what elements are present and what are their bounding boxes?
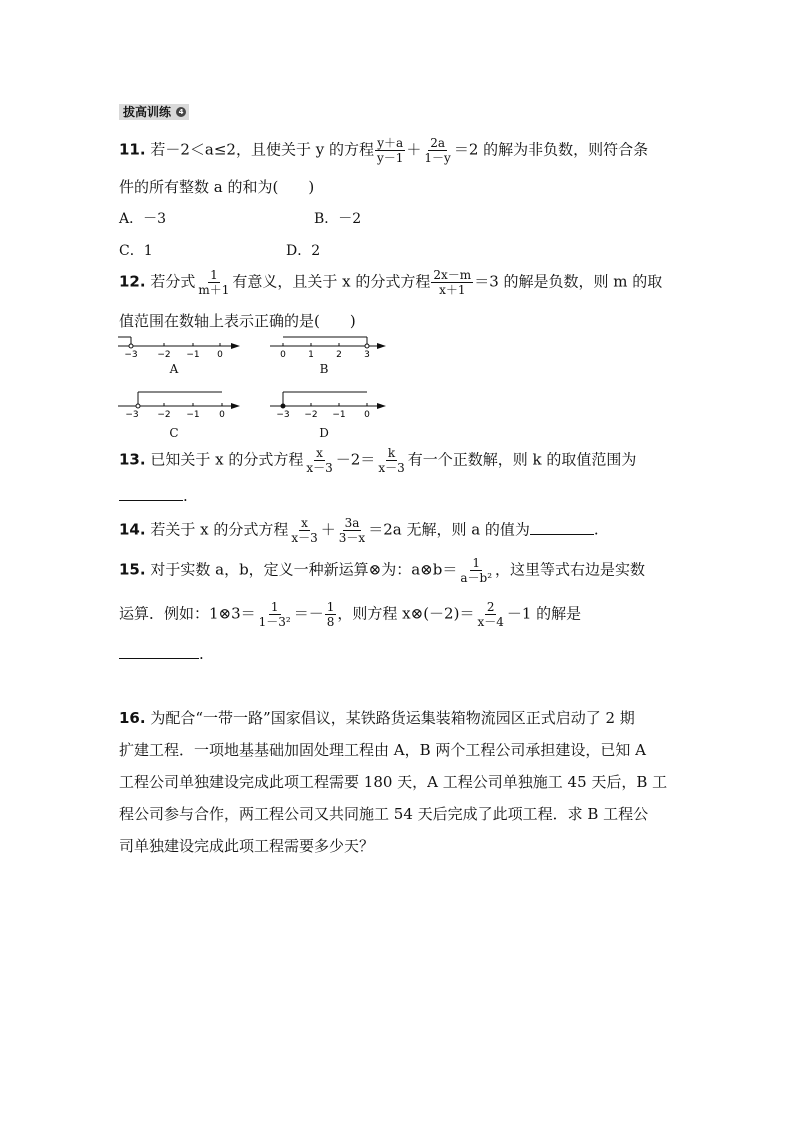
tick-label: −2	[157, 350, 171, 360]
question-16-line-2: 扩建工程．一项地基基础加固处理工程由 A，B 两个工程公司承担建设，已知 A	[119, 741, 646, 759]
tick-label: 0	[219, 410, 225, 418]
fraction: $\frac{3a}{3-x}$	[338, 516, 366, 545]
tick-label: 2	[336, 350, 342, 360]
question-text: ，这里等式右边是实数	[495, 560, 646, 579]
arrow-icon	[231, 343, 240, 349]
question-text: 若关于 x 的分式方程	[150, 520, 289, 539]
question-number: 16.	[119, 709, 146, 727]
tick-label: −1	[186, 410, 200, 418]
fraction: $\frac{2a}{1-y}$	[424, 136, 451, 165]
fraction: $\frac{x}{x-3}$	[291, 516, 318, 545]
fraction: $\frac{1}{\text{a－b²}}$	[460, 556, 493, 585]
tick-label: 1	[308, 350, 314, 360]
question-16-line-3: 工程公司单独建设完成此项工程需要 180 天，A 工程公司单独施工 45 天后，B 工	[119, 773, 668, 791]
answer-blank[interactable]	[119, 486, 183, 501]
fraction: $\frac{1}{\text{1－3²}}$	[258, 600, 291, 629]
fraction: $\frac{2}{x-4}$	[477, 600, 504, 629]
question-text: 已知关于 x 的分式方程	[150, 450, 304, 469]
fraction: $\frac{k}{x-3}$	[378, 446, 405, 475]
number-line-a-label: A	[169, 362, 179, 376]
question-text: 有意义，且关于 x 的分式方程	[232, 272, 431, 291]
fraction: $\frac{1}{8}$	[326, 600, 335, 629]
question-14-line-1: 14. 若关于 x 的分式方程 $\frac{x}{x-3}$ ＋ $\frac{3a}{3-x}$ ＝2a 无解，则 a 的值为 .	[119, 516, 599, 545]
question-15-line-3: .	[119, 644, 204, 663]
arrow-icon	[231, 403, 240, 409]
arrow-icon	[377, 403, 386, 409]
question-15-line-1	[119, 556, 645, 585]
question-16-line-5: 司单独建设完成此项工程需要多少天？	[119, 837, 375, 855]
tick-label: −1	[186, 350, 200, 360]
open-point	[365, 344, 369, 348]
tick-label: −3	[124, 350, 138, 360]
tick-label: 0	[280, 350, 286, 360]
option-a: A．－3	[119, 211, 167, 227]
open-point	[136, 404, 140, 408]
number-line-d	[266, 388, 392, 418]
question-text: 有一个正数解，则 k 的取值范围为	[407, 450, 637, 469]
tick-label: −2	[304, 410, 318, 418]
answer-blank[interactable]	[119, 644, 199, 659]
question-number: 14.	[119, 520, 146, 539]
closed-point	[281, 404, 285, 408]
fraction: $\frac{y+a}{y-1}$	[376, 136, 404, 165]
question-text: 若－2＜a≤2，且使关于 y 的方程	[150, 140, 374, 159]
option-b: B．－2	[314, 211, 362, 227]
question-text: 若分式	[150, 272, 196, 291]
question-number: 11.	[119, 140, 146, 159]
question-text: 为配合“一带一路”国家倡议，某铁路货运集装箱物流园区正式启动了 2 期	[150, 709, 635, 727]
tick-label: 0	[364, 410, 370, 418]
tick-label: 0	[217, 350, 223, 360]
arrow-icon	[377, 343, 386, 349]
section-badge	[119, 104, 189, 120]
tick-label: −3	[125, 410, 139, 418]
question-number: 12.	[119, 272, 146, 291]
number-line-a	[116, 332, 242, 360]
number-line-c-label: C	[169, 426, 179, 440]
question-text: ＝2a 无解，则 a 的值为	[368, 520, 530, 539]
open-point	[129, 344, 133, 348]
question-11-line-1: 11. 若－2＜a≤2，且使关于 y 的方程 $\frac{y+a}{y-1}$ ＋ $\frac{2a}{1-y}$ ＝2 的解为非负数，则符合条	[119, 136, 649, 165]
question-13-line-1: 13. 已知关于 x 的分式方程 $\frac{x}{x-3}$ －2＝ $\frac{k}{x-3}$ 有一个正数解，则 k 的取值范围为	[119, 446, 637, 475]
fraction: $\frac{2x-m}{x+1}$	[433, 268, 472, 297]
question-text: 对于实数 a，b，定义一种新运算⊗为：a⊗b＝	[150, 560, 458, 579]
question-12-line-1	[119, 268, 662, 297]
question-16-line-4: 程公司参与合作，两工程公司又共同施工 54 天后完成了此项工程．求 B 工程公	[119, 805, 649, 823]
question-text: ＝2 的解为非负数，则符合条	[453, 140, 649, 159]
question-13-line-2: .	[119, 486, 188, 505]
question-15-line-2: 运算．例如：1⊗3＝ $\frac{1}{\text{1－3²}}$ ＝－ $\frac{1}{8}$ ，则方程 x⊗(－2)＝ $\frac{2}{x-4}$ －1 的解是	[119, 600, 582, 629]
option-d: D．2	[286, 243, 321, 259]
number-line-c	[116, 388, 242, 418]
question-number: 15.	[119, 560, 146, 579]
tick-label: −1	[332, 410, 346, 418]
tick-label: −2	[157, 410, 171, 418]
number-line-b	[266, 332, 392, 360]
question-16-line-1	[119, 707, 635, 728]
tick-label: 3	[364, 350, 370, 360]
question-number: 13.	[119, 450, 146, 469]
number-line-d-label: D	[319, 426, 329, 440]
badge-number-icon: 4	[176, 107, 186, 117]
answer-blank[interactable]	[530, 520, 594, 535]
number-line-b-label: B	[319, 362, 329, 376]
fraction: $\frac{x}{x-3}$	[306, 446, 333, 475]
question-12-line-2: 值范围在数轴上表示正确的是( )	[119, 312, 356, 330]
option-c: C．1	[119, 243, 153, 259]
tick-label: −3	[276, 410, 290, 418]
question-text: ＝3 的解是负数，则 m 的取	[474, 272, 663, 291]
question-11-line-2: 件的所有整数 a 的和为( )	[119, 178, 315, 196]
fraction: $\frac{1}{m+1}$	[198, 268, 230, 297]
section-badge-label: 拔高训练	[123, 105, 172, 119]
